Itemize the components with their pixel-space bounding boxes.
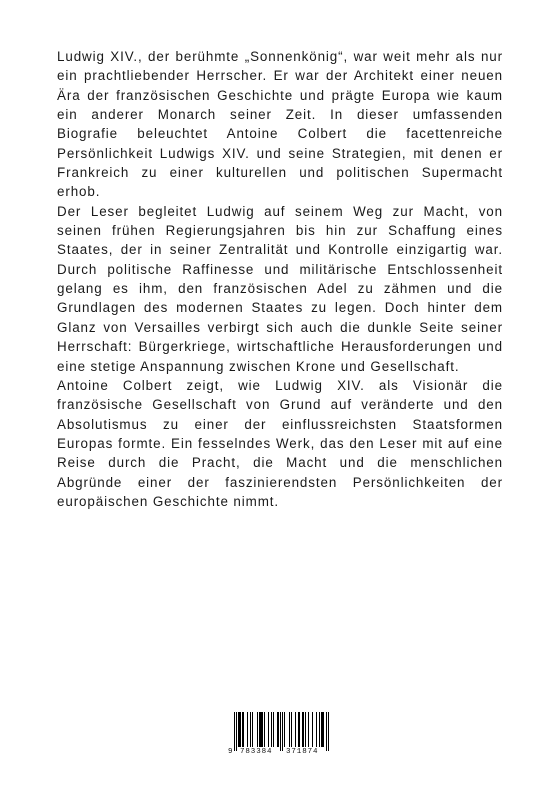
barcode-bar-3 bbox=[239, 712, 240, 747]
barcode-bar-31 bbox=[305, 712, 306, 747]
barcode-bar-6 bbox=[243, 712, 244, 747]
barcode-bar-40 bbox=[328, 712, 329, 751]
barcode-bar-5 bbox=[242, 712, 243, 747]
barcode-bar-29 bbox=[302, 712, 303, 747]
barcode-bar-16 bbox=[268, 712, 269, 747]
barcode-bar-28 bbox=[299, 712, 300, 747]
barcode-bar-37 bbox=[322, 712, 323, 747]
blurb-paragraph-2: Der Leser begleitet Ludwig auf seinem Weg zur Macht, von seinen frühen Regierungsjahren bis hin zur Schaffung eines Staates, der in seiner Zentralität und Kontrolle einzigartig war. Durch politische Raffinesse und militärische Entschlossenheit gelang es ihm, den französischen Adel zu zähmen und die Grundlagen des modernen Staates zu legen. Doch hinter dem Glanz von Versailles verbirgt sich auch die dunkle Seite seiner Herrschaft: Bürgerkriege, wirtschaftliche Herausforderungen und eine stetige Anspannung zwischen Krone und Gesellschaft. bbox=[57, 203, 503, 374]
barcode-bar-19 bbox=[277, 712, 278, 747]
barcode-bar-36 bbox=[321, 712, 322, 747]
barcode-bar-23 bbox=[284, 712, 285, 747]
barcode-bar-39 bbox=[326, 712, 327, 751]
barcode-bar-26 bbox=[295, 712, 296, 747]
barcode-bar-1 bbox=[236, 712, 237, 751]
barcode-bar-12 bbox=[260, 712, 261, 747]
barcode-bar-38 bbox=[323, 712, 324, 747]
barcode-bar-11 bbox=[259, 712, 260, 747]
barcode-bar-18 bbox=[273, 712, 274, 747]
barcode-bar-30 bbox=[303, 712, 304, 747]
barcode-bar-14 bbox=[262, 712, 263, 747]
barcode-bar-15 bbox=[264, 712, 265, 747]
barcode-bar-2 bbox=[238, 712, 239, 747]
barcode-bar-27 bbox=[298, 712, 299, 747]
barcode-bar-34 bbox=[316, 712, 317, 747]
blurb-paragraph-1: Ludwig XIV., der berühmte „Sonnenkönig“, war weit mehr als nur ein prachtliebender Herrscher. Er war der Architekt einer neuen Ära der französischen Geschichte und prägte Europa wie kaum ein anderer Monarch seiner Zeit. In dieser umfassenden Biografie beleuchtet Antoine Colbert die facettenreiche Persönlichkeit Ludwigs XIV. und seine Strategien, mit denen er Frankreich zu einer kulturellen und politischen Supermacht erhob. bbox=[57, 49, 503, 200]
barcode-bar-9 bbox=[252, 712, 253, 747]
isbn-digits-right: 371874 bbox=[286, 748, 319, 756]
barcode-bar-20 bbox=[278, 712, 279, 747]
barcode-bar-8 bbox=[250, 712, 251, 747]
barcode-bars bbox=[228, 711, 332, 751]
barcode-bar-25 bbox=[291, 712, 292, 747]
isbn-digits-left: 783384 bbox=[240, 748, 273, 756]
barcode-bar-13 bbox=[261, 712, 262, 747]
isbn-barcode bbox=[228, 711, 332, 758]
back-cover-blurb bbox=[57, 47, 503, 511]
barcode-bar-4 bbox=[240, 712, 241, 747]
barcode-bar-21 bbox=[280, 712, 281, 751]
barcode-bar-22 bbox=[282, 712, 283, 751]
barcode-bar-7 bbox=[247, 712, 248, 747]
blurb-paragraph-3: Antoine Colbert zeigt, wie Ludwig XIV. als Visionär die französische Gesellschaft von Grund auf veränderte und den Absolutismus zu einer der einflussreichsten Staatsformen Europas formte. Ein fesselndes Werk, das den Leser mit auf eine Reise durch die Pracht, die Macht und die menschlichen Abgründe einer der faszinierendsten Persönlichkeiten der europäischen Geschichte nimmt. bbox=[57, 377, 503, 509]
barcode-bar-0 bbox=[234, 712, 235, 751]
barcode-bar-10 bbox=[257, 712, 258, 747]
isbn-digit-first: 9 bbox=[228, 748, 233, 756]
barcode-bar-35 bbox=[319, 712, 320, 747]
isbn-digits bbox=[228, 747, 332, 758]
barcode-bar-32 bbox=[308, 712, 309, 747]
barcode-bar-24 bbox=[289, 712, 290, 747]
barcode-bar-33 bbox=[312, 712, 313, 747]
barcode-bar-17 bbox=[271, 712, 272, 747]
